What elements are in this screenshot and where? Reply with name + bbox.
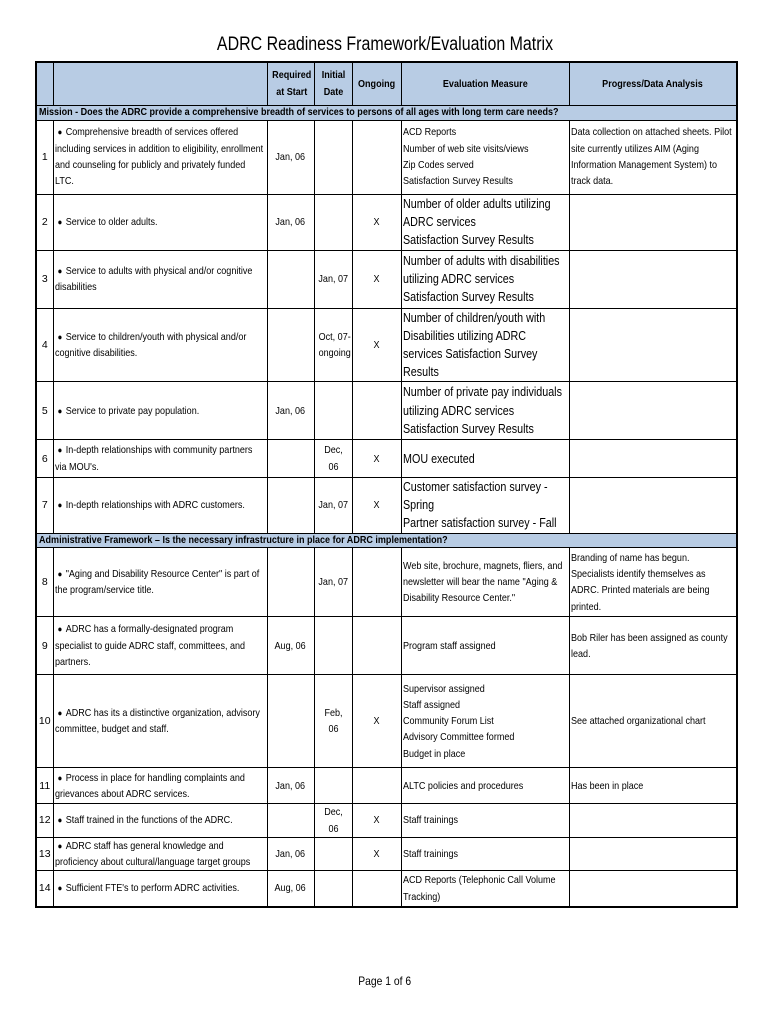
item-description: ● "Aging and Disability Resource Center" is part of the program/service title. [53, 548, 267, 617]
table-row [36, 120, 737, 194]
table-row [36, 871, 737, 907]
progress-analysis [569, 194, 737, 250]
required-cell [267, 478, 314, 534]
measure-line: Partner satisfaction survey - Fall [402, 516, 557, 531]
required-cell: Jan, 06 [267, 837, 314, 871]
item-description: ● Process in place for handling complaints and grievances about ADRC services. [53, 768, 267, 804]
row-number: 14 [36, 871, 53, 907]
bullet-icon: ● [57, 405, 62, 416]
row-number: 12 [36, 804, 53, 838]
table-row [36, 804, 737, 838]
header-number [36, 62, 53, 105]
initial-cell: Dec, 06 [314, 440, 352, 478]
evaluation-measure [401, 675, 569, 768]
evaluation-measure [401, 548, 569, 617]
row-number: 4 [36, 308, 53, 382]
row-number: 9 [36, 617, 53, 675]
initial-cell [314, 120, 352, 194]
table-row [36, 548, 737, 617]
item-description: ● Sufficient FTE's to perform ADRC activities. [53, 871, 267, 907]
row-number: 8 [36, 548, 53, 617]
initial-cell: Dec, 06 [314, 804, 352, 838]
required-cell: Jan, 06 [267, 194, 314, 250]
header-item [53, 62, 267, 105]
required-cell: Jan, 06 [267, 768, 314, 804]
page-title: ADRC Readiness Framework/Evaluation Matrix [216, 34, 554, 55]
measure-line: Number of private pay individuals utilizing ADRC services [402, 385, 562, 418]
ongoing-cell: X [352, 308, 401, 382]
item-description: ● In-depth relationships with ADRC customers. [53, 478, 267, 534]
evaluation-measure [401, 120, 569, 194]
page-footer: Page 1 of 6 [358, 974, 412, 988]
evaluation-measure [401, 194, 569, 250]
header-measure: Evaluation Measure [401, 62, 569, 105]
initial-cell [314, 768, 352, 804]
table-row [36, 617, 737, 675]
section-heading-row [36, 533, 737, 548]
ongoing-cell [352, 768, 401, 804]
progress-analysis: See attached organizational chart [569, 675, 737, 768]
progress-analysis [569, 440, 737, 478]
ongoing-cell [352, 617, 401, 675]
ongoing-cell: X [352, 804, 401, 838]
evaluation-measure [401, 804, 569, 838]
section-heading: Mission - Does the ADRC provide a comprehensive breadth of services to persons of all ages with long term care needs? [36, 105, 737, 120]
initial-cell [314, 382, 352, 440]
item-description: ● Comprehensive breadth of services offered including services in addition to eligibility, enrollment and counseling for publicly and privately funded LTC. [53, 120, 267, 194]
measure-line: Program staff assigned [402, 639, 496, 652]
bullet-icon: ● [57, 708, 62, 719]
row-number: 3 [36, 250, 53, 308]
required-cell [267, 804, 314, 838]
bullet-icon: ● [57, 569, 62, 580]
table-row [36, 308, 737, 382]
section-heading: Administrative Framework – Is the necessary infrastructure in place for ADRC implementation? [36, 533, 737, 548]
table-row [36, 440, 737, 478]
measure-line: ACD Reports [402, 126, 456, 139]
measure-line: Satisfaction Survey Results [402, 232, 534, 247]
table-row [36, 837, 737, 871]
row-number: 10 [36, 675, 53, 768]
measure-line: Zip Codes served [402, 159, 474, 171]
required-cell [267, 440, 314, 478]
measure-line: ALTC policies and procedures [402, 779, 523, 792]
initial-cell: Jan, 07 [314, 478, 352, 534]
item-description: ● ADRC has its a distinctive organization, advisory committee, budget and staff. [53, 675, 267, 768]
evaluation-measure [401, 440, 569, 478]
required-cell [267, 675, 314, 768]
progress-analysis [569, 804, 737, 838]
progress-analysis [569, 871, 737, 907]
section-heading-row [36, 105, 737, 120]
table-row [36, 250, 737, 308]
measure-line: Staff trainings [402, 814, 458, 827]
table-header-row [36, 62, 737, 105]
bullet-icon: ● [57, 445, 62, 456]
evaluation-measure [401, 837, 569, 871]
bullet-icon: ● [57, 772, 62, 783]
item-description: ● Service to older adults. [53, 194, 267, 250]
row-number: 1 [36, 120, 53, 194]
item-description: ● ADRC staff has general knowledge and proficiency about cultural/language target groups [53, 837, 267, 871]
item-description: ● Staff trained in the functions of the ADRC. [53, 804, 267, 838]
table-row [36, 478, 737, 534]
row-number: 13 [36, 837, 53, 871]
header-required: Required at Start [267, 62, 314, 105]
ongoing-cell [352, 120, 401, 194]
measure-line: Advisory Committee formed [402, 731, 514, 744]
progress-analysis [569, 382, 737, 440]
ongoing-cell: X [352, 837, 401, 871]
measure-line: Staff trainings [402, 847, 458, 860]
evaluation-matrix-table [35, 61, 738, 908]
ongoing-cell: X [352, 478, 401, 534]
measure-line: Budget in place [402, 747, 465, 760]
initial-cell [314, 194, 352, 250]
table-row [36, 675, 737, 768]
initial-cell: Oct, 07- ongoing [314, 308, 352, 382]
required-cell [267, 308, 314, 382]
item-description: ● ADRC has a formally-designated program specialist to guide ADRC staff, committees, and partners. [53, 617, 267, 675]
item-description: ● Service to private pay population. [53, 382, 267, 440]
bullet-icon: ● [57, 216, 62, 227]
measure-line: Community Forum List [402, 715, 494, 728]
required-cell: Jan, 06 [267, 382, 314, 440]
bullet-icon: ● [57, 815, 62, 826]
progress-analysis [569, 250, 737, 308]
bullet-icon: ● [57, 624, 62, 635]
measure-line: Staff assigned [402, 698, 460, 711]
evaluation-measure [401, 308, 569, 382]
evaluation-measure [401, 250, 569, 308]
measure-line: Satisfaction Survey Results [402, 289, 534, 304]
progress-analysis [569, 308, 737, 382]
table-row [36, 382, 737, 440]
measure-line: Number of older adults utilizing ADRC services [402, 196, 551, 229]
progress-analysis: Has been in place [569, 768, 737, 804]
measure-line: MOU executed [402, 451, 475, 466]
bullet-icon: ● [57, 883, 62, 894]
evaluation-measure [401, 768, 569, 804]
required-cell: Jan, 06 [267, 120, 314, 194]
row-number: 2 [36, 194, 53, 250]
bullet-icon: ● [57, 331, 62, 342]
measure-line: Web site, brochure, magnets, fliers, and newsletter will bear the name "Aging & Disability Resource Center." [402, 559, 562, 605]
row-number: 6 [36, 440, 53, 478]
ongoing-cell [352, 382, 401, 440]
measure-line: Number of children/youth with Disabilities utilizing ADRC services Satisfaction Survey Results [402, 310, 545, 379]
initial-cell [314, 837, 352, 871]
evaluation-measure [401, 617, 569, 675]
ongoing-cell: X [352, 440, 401, 478]
ongoing-cell: X [352, 675, 401, 768]
bullet-icon: ● [57, 127, 62, 138]
header-initial: Initial Date [314, 62, 352, 105]
item-description: ● Service to adults with physical and/or cognitive disabilities [53, 250, 267, 308]
progress-analysis: Data collection on attached sheets. Pilot site currently utilizes AIM (Aging Information Management System) to track data. [569, 120, 737, 194]
required-cell [267, 548, 314, 617]
ongoing-cell: X [352, 194, 401, 250]
initial-cell [314, 871, 352, 907]
initial-cell: Jan, 07 [314, 250, 352, 308]
evaluation-measure [401, 478, 569, 534]
row-number: 7 [36, 478, 53, 534]
measure-line: Satisfaction Survey Results [402, 421, 534, 436]
row-number: 5 [36, 382, 53, 440]
bullet-icon: ● [57, 840, 62, 851]
ongoing-cell [352, 871, 401, 907]
evaluation-measure [401, 871, 569, 907]
progress-analysis: Branding of name has begun. Specialists identify themselves as ADRC. Printed materials are being printed. [569, 548, 737, 617]
measure-line: Number of web site visits/views [402, 142, 528, 155]
measure-line: Supervisor assigned [402, 682, 485, 695]
initial-cell [314, 617, 352, 675]
item-description: ● In-depth relationships with community partners via MOU's. [53, 440, 267, 478]
measure-line: Satisfaction Survey Results [402, 175, 513, 188]
progress-analysis: Bob Riler has been assigned as county lead. [569, 617, 737, 675]
header-progress: Progress/Data Analysis [569, 62, 737, 105]
progress-analysis [569, 837, 737, 871]
header-ongoing: Ongoing [352, 62, 401, 105]
table-row [36, 768, 737, 804]
initial-cell: Jan, 07 [314, 548, 352, 617]
row-number: 11 [36, 768, 53, 804]
progress-analysis [569, 478, 737, 534]
bullet-icon: ● [57, 500, 62, 511]
item-description: ● Service to children/youth with physical and/or cognitive disabilities. [53, 308, 267, 382]
measure-line: ACD Reports (Telephonic Call Volume Tracking) [402, 874, 556, 903]
ongoing-cell [352, 548, 401, 617]
required-cell: Aug, 06 [267, 617, 314, 675]
required-cell: Aug, 06 [267, 871, 314, 907]
evaluation-measure [401, 382, 569, 440]
required-cell [267, 250, 314, 308]
initial-cell: Feb, 06 [314, 675, 352, 768]
measure-line: Customer satisfaction survey - Spring [402, 480, 548, 513]
bullet-icon: ● [57, 265, 62, 276]
table-row [36, 194, 737, 250]
measure-line: Number of adults with disabilities utilizing ADRC services [402, 253, 560, 286]
ongoing-cell: X [352, 250, 401, 308]
